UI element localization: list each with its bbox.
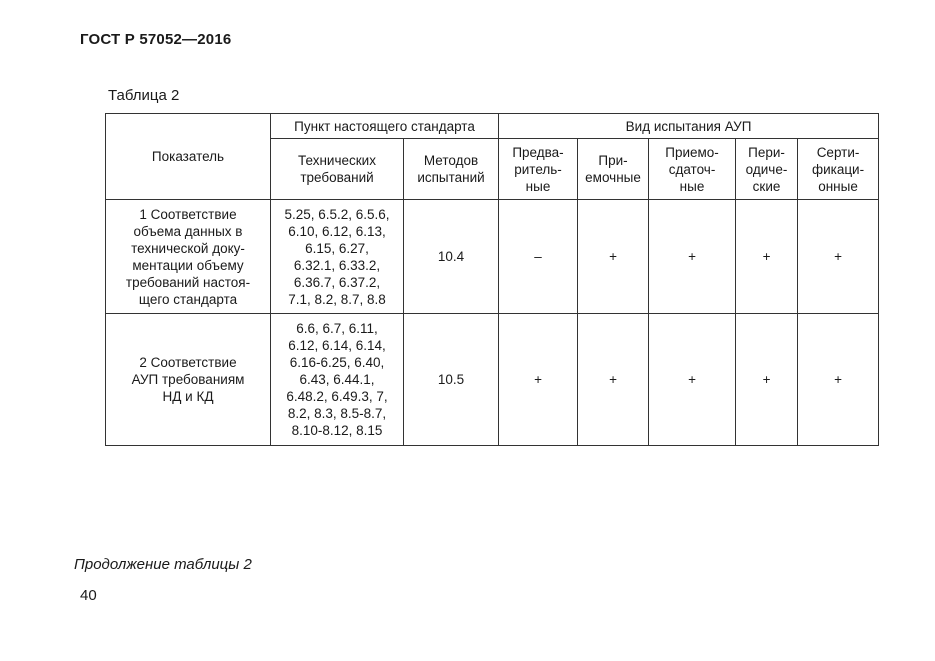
cell-acceptance: + bbox=[578, 314, 649, 446]
cell-preliminary: + bbox=[499, 314, 578, 446]
header-acceptance: При- емочные bbox=[578, 139, 649, 200]
cell-preliminary: – bbox=[499, 200, 578, 314]
cell-methods: 10.4 bbox=[404, 200, 499, 314]
standard-designation: ГОСТ Р 57052—2016 bbox=[80, 31, 232, 48]
header-methods: Методов испытаний bbox=[404, 139, 499, 200]
header-certification: Серти- фикаци- онные bbox=[798, 139, 879, 200]
cell-periodic: + bbox=[736, 200, 798, 314]
table-caption: Таблица 2 bbox=[108, 87, 180, 104]
cell-indicator: 1 Соответствие объема данных в технической доку- ментации объему требований настоя- щего стандарта bbox=[106, 200, 271, 314]
cell-handover: + bbox=[649, 200, 736, 314]
header-periodic: Пери- одиче- ские bbox=[736, 139, 798, 200]
cell-methods: 10.5 bbox=[404, 314, 499, 446]
cell-tech-req: 5.25, 6.5.2, 6.5.6, 6.10, 6.12, 6.13, 6.15, 6.27, 6.32.1, 6.33.2, 6.36.7, 6.37.2, 7.1, 8.2, 8.7, 8.8 bbox=[271, 200, 404, 314]
cell-periodic: + bbox=[736, 314, 798, 446]
standard-table bbox=[105, 113, 879, 446]
cell-handover: + bbox=[649, 314, 736, 446]
header-test-group: Вид испытания АУП bbox=[499, 114, 879, 139]
cell-acceptance: + bbox=[578, 200, 649, 314]
cell-certification: + bbox=[798, 200, 879, 314]
header-tech-req: Технических требований bbox=[271, 139, 404, 200]
header-handover: Приемо- сдаточ- ные bbox=[649, 139, 736, 200]
header-preliminary: Предва- ритель- ные bbox=[499, 139, 578, 200]
table-row bbox=[106, 200, 879, 314]
table-row bbox=[106, 314, 879, 446]
cell-certification: + bbox=[798, 314, 879, 446]
header-clause-group: Пункт настоящего стандарта bbox=[271, 114, 499, 139]
page-number: 40 bbox=[80, 587, 97, 604]
table-continuation-note: Продолжение таблицы 2 bbox=[74, 556, 252, 573]
header-indicator: Показатель bbox=[106, 114, 271, 200]
header-row-1 bbox=[106, 114, 879, 139]
cell-indicator: 2 Соответствие АУП требованиям НД и КД bbox=[106, 314, 271, 446]
cell-tech-req: 6.6, 6.7, 6.11, 6.12, 6.14, 6.14, 6.16-6.25, 6.40, 6.43, 6.44.1, 6.48.2, 6.49.3, 7, 8.2, 8.3, 8.5-8.7, 8.10-8.12, 8.15 bbox=[271, 314, 404, 446]
